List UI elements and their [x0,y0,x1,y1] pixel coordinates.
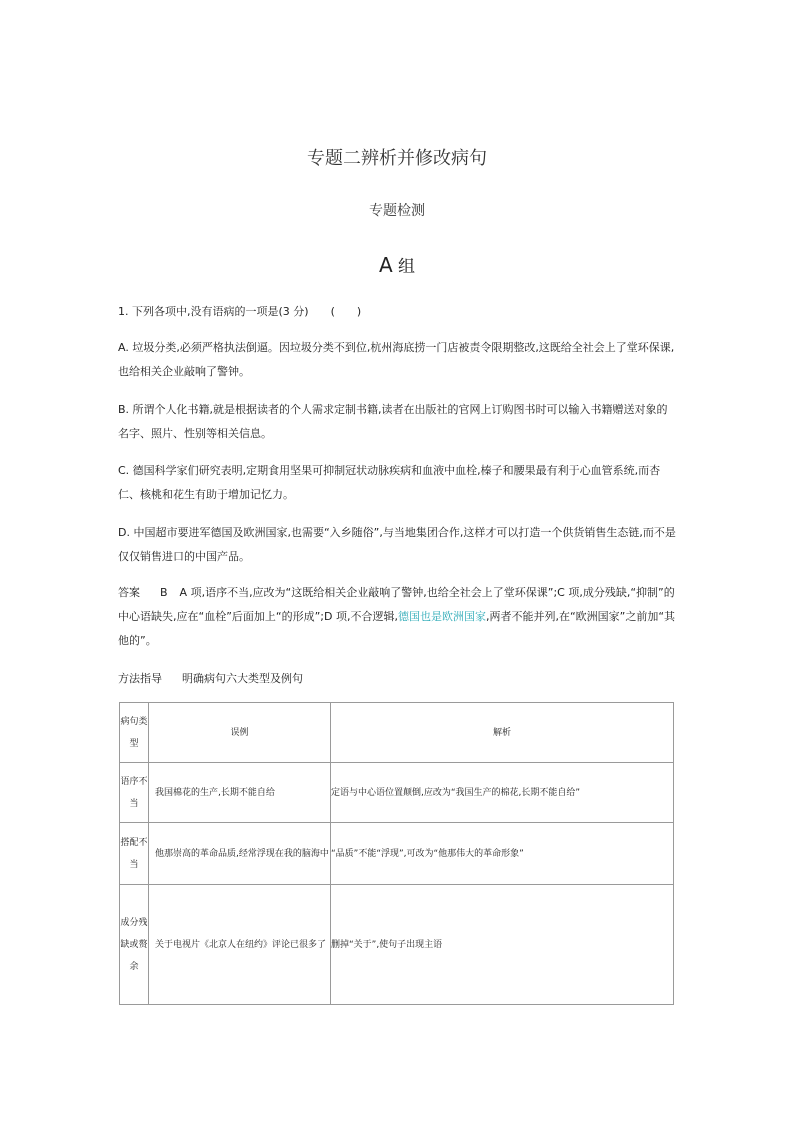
method-guide [118,667,678,691]
method-label: 方法指导 [118,672,162,685]
answer-highlight: 德国也是欧洲国家 [397,610,486,623]
group-letter: A [378,253,393,277]
answer-label: 答案 [118,586,140,599]
header-type: 病句类型 [120,703,149,763]
row-type: 搭配不当 [120,823,149,885]
row-example: 关于电视片《北京人在纽约》评论已很多了 [149,885,331,1005]
answer-block [118,581,678,653]
row-analysis: 删掉“关于”,使句子出现主语 [331,885,674,1005]
row-example: 我国棉花的生产,长期不能自给 [149,763,331,823]
row-example: 他那崇高的革命品质,经常浮现在我的脑海中 [149,823,331,885]
table-header-row [120,703,674,763]
question-stem: 1. 下列各项中,没有语病的一项是(3 分) ( ) [118,305,362,318]
answer-text-before: A 项,语序不当,应改为“这既给相关企业敲响了警钟,也给全社会上了堂环保课”;C 项,成分残缺,“抑制”的中心语缺失,应在“血栓”后面加上“的形成”;D 项,不合逻辑, [118,586,675,623]
page-subtitle: 专题检测 [369,203,425,219]
table-row [120,885,674,1005]
table-row [120,763,674,823]
row-type: 语序不当 [120,763,149,823]
header-example: 误例 [149,703,331,763]
header-analysis: 解析 [331,703,674,763]
error-types-table [119,702,674,1005]
option-d: D. 中国超市要进军德国及欧洲国家,也需要“入乡随俗”,与当地集团合作,这样才可以打造一个供货销售生态链,而不是仅仅销售进口的中国产品。 [118,526,676,563]
table-row [120,823,674,885]
group-heading [0,252,794,277]
group-word: 组 [398,257,416,277]
row-analysis: “品质”不能“浮现”,可改为“他那伟大的革命形象” [331,823,674,885]
page-title: 专题二辨析并修改病句 [307,148,487,169]
row-analysis: 定语与中心语位置颠倒,应改为“我国生产的棉花,长期不能自给” [331,763,674,823]
method-title: 明确病句六大类型及例句 [182,672,303,685]
option-a: A. 垃圾分类,必须严格执法倒逼。因垃圾分类不到位,杭州海底捞一门店被责令限期整改,这既给全社会上了堂环保课,也给相关企业敲响了警钟。 [118,341,675,378]
row-type: 成分残缺或赘余 [120,885,149,1005]
answer-choice: B [160,586,168,599]
option-b: B. 所谓个人化书籍,就是根据读者的个人需求定制书籍,读者在出版社的官网上订购图书时可以输入书籍赠送对象的名字、照片、性别等相关信息。 [118,403,668,440]
answer-text-after: ,两者不能并列,在“欧洲国家”之前加“其他的”。 [118,610,676,647]
option-c: C. 德国科学家们研究表明,定期食用坚果可抑制冠状动脉疾病和血液中血栓,榛子和腰果最有利于心血管系统,而杏仁、核桃和花生有助于增加记忆力。 [118,464,661,501]
